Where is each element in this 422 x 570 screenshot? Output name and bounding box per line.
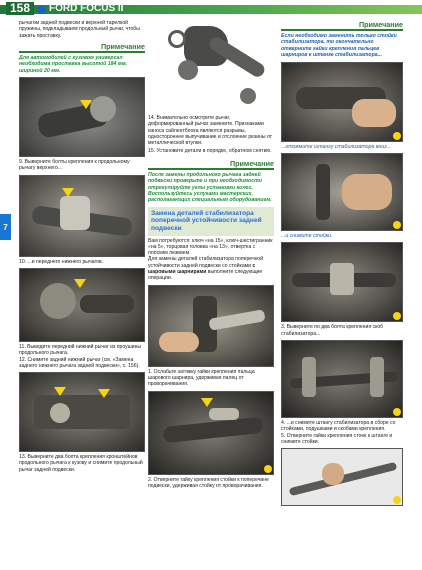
caption-step-12: 12. Снимите задний нижний рычаг (см. «Замена заднего нижнего рычага задней подвески», с. 156). — [19, 356, 140, 369]
caption-step-11: 11. Выведите передний нижний рычаг из проушины продольного рычага. — [19, 344, 142, 357]
caption-step-5: 5. Отверните гайки крепления стоек к штанге и снимите стойки. — [281, 432, 393, 445]
section-body-bold: с шаровыми шарнирами — [148, 262, 256, 276]
caption-step-b: ...и снимите стойки. — [281, 233, 333, 240]
column-3 — [281, 20, 403, 506]
section-tools-text: Вам потребуются: ключ «на 15», ключ-шестигранник «на 5», торцовая головка «на 13», отвертка с плоским лезвием. — [148, 237, 273, 257]
photo-step-b — [281, 153, 403, 231]
photo-step-1 — [148, 285, 274, 367]
section-title: Замена деталей стабилизатора поперечной устойчивости задней подвески — [151, 209, 262, 232]
column-2 — [148, 20, 274, 489]
note-rule-2 — [148, 168, 274, 170]
photo-step-9 — [19, 77, 145, 157]
section-header — [148, 207, 274, 236]
note-body-3: Если необходимо заменить только стойки стабилизатора, то окончательно отверните гайки крепления пальцев шарниров к штанге стабилизатора... — [281, 33, 397, 59]
chapter-tab: 7 — [0, 214, 11, 240]
caption-step-15: 15. Установите детали в порядке, обратном снятию. — [148, 148, 272, 155]
column-1 — [19, 20, 145, 473]
book-title: FORD FOCUS II — [49, 3, 124, 14]
caption-step-3: 3. Выверните по два болта крепления скоб стабилизатора... — [281, 324, 384, 337]
note-rule-3 — [281, 29, 403, 31]
photo-step-11 — [19, 268, 145, 342]
note-title-2: Примечание — [229, 158, 274, 168]
page-header — [0, 0, 422, 16]
photo-step-a — [281, 62, 403, 142]
section-body-part-1: Для замены деталей стабилизатора поперечной устойчивости задней подвески со стойками — [148, 256, 264, 269]
section-body-part-2: выполните следующие операции. — [148, 269, 263, 282]
photo-step-13 — [19, 372, 145, 452]
note-body-2: После замены продольного рычага задней подвески проверьте и при необходимости отрегулируйте углы установки колес. Воспользуйтесь услугами мастерских, располагающих специальным оборудованием. — [148, 171, 272, 204]
photo-step-10 — [19, 175, 145, 257]
photo-step-14 — [148, 20, 274, 112]
caption-step-4: 4. ...и снимите штангу стабилизатора в сборе со стойками, подушками и скобами крепления. — [281, 420, 396, 433]
caption-step-1: 1. Ослабьте затяжку гайки крепления пальца шарового шарнира, удерживая палец от проворачивания. — [148, 368, 255, 388]
photo-step-2 — [148, 391, 274, 475]
caption-step-9: 9. Выверните болты крепления к продольному рычагу верхнего... — [19, 159, 130, 172]
page-number: 158 — [6, 2, 34, 15]
intro-text: рычагом задней подвески и верхней тарелкой пружины, подкладываем продольный рычаг, чтобы зажать проставку. — [19, 20, 140, 39]
note-title: Примечание — [100, 41, 145, 51]
note-body: Для автомобилей с кузовом универсал необходима проставка высотой 184 мм, шириной 20 мм. — [19, 54, 127, 74]
photo-step-4 — [281, 340, 403, 418]
caption-step-13: 13. Выверните два болта крепления кронштейнов продольного рычага к кузову и снимите продольный рычаг задней подвески. — [19, 454, 143, 473]
header-dot-icon — [37, 5, 46, 14]
note-rule — [19, 51, 145, 53]
photo-step-5 — [281, 448, 403, 506]
caption-step-a: ...отожмите штангу стабилизатора вниз... — [281, 143, 391, 150]
caption-step-14: 14. Внимательно осмотрите рычаг, деформированный рычаг замените. Признаками износа сайлентблока являются разрывы, одностороннее выпучивание и отслоение резины от металлической втулки. — [148, 115, 273, 147]
section-intro-text — [148, 256, 274, 281]
caption-step-2: 2. Отверните гайку крепления стойки к поперечине подвески, удерживая стойку от проворачивания. — [148, 476, 269, 489]
caption-step-10: 10. ...и переднего нижнего рычагов. — [19, 258, 104, 265]
note-title-3: Примечание — [358, 20, 403, 29]
photo-step-3 — [281, 242, 403, 322]
